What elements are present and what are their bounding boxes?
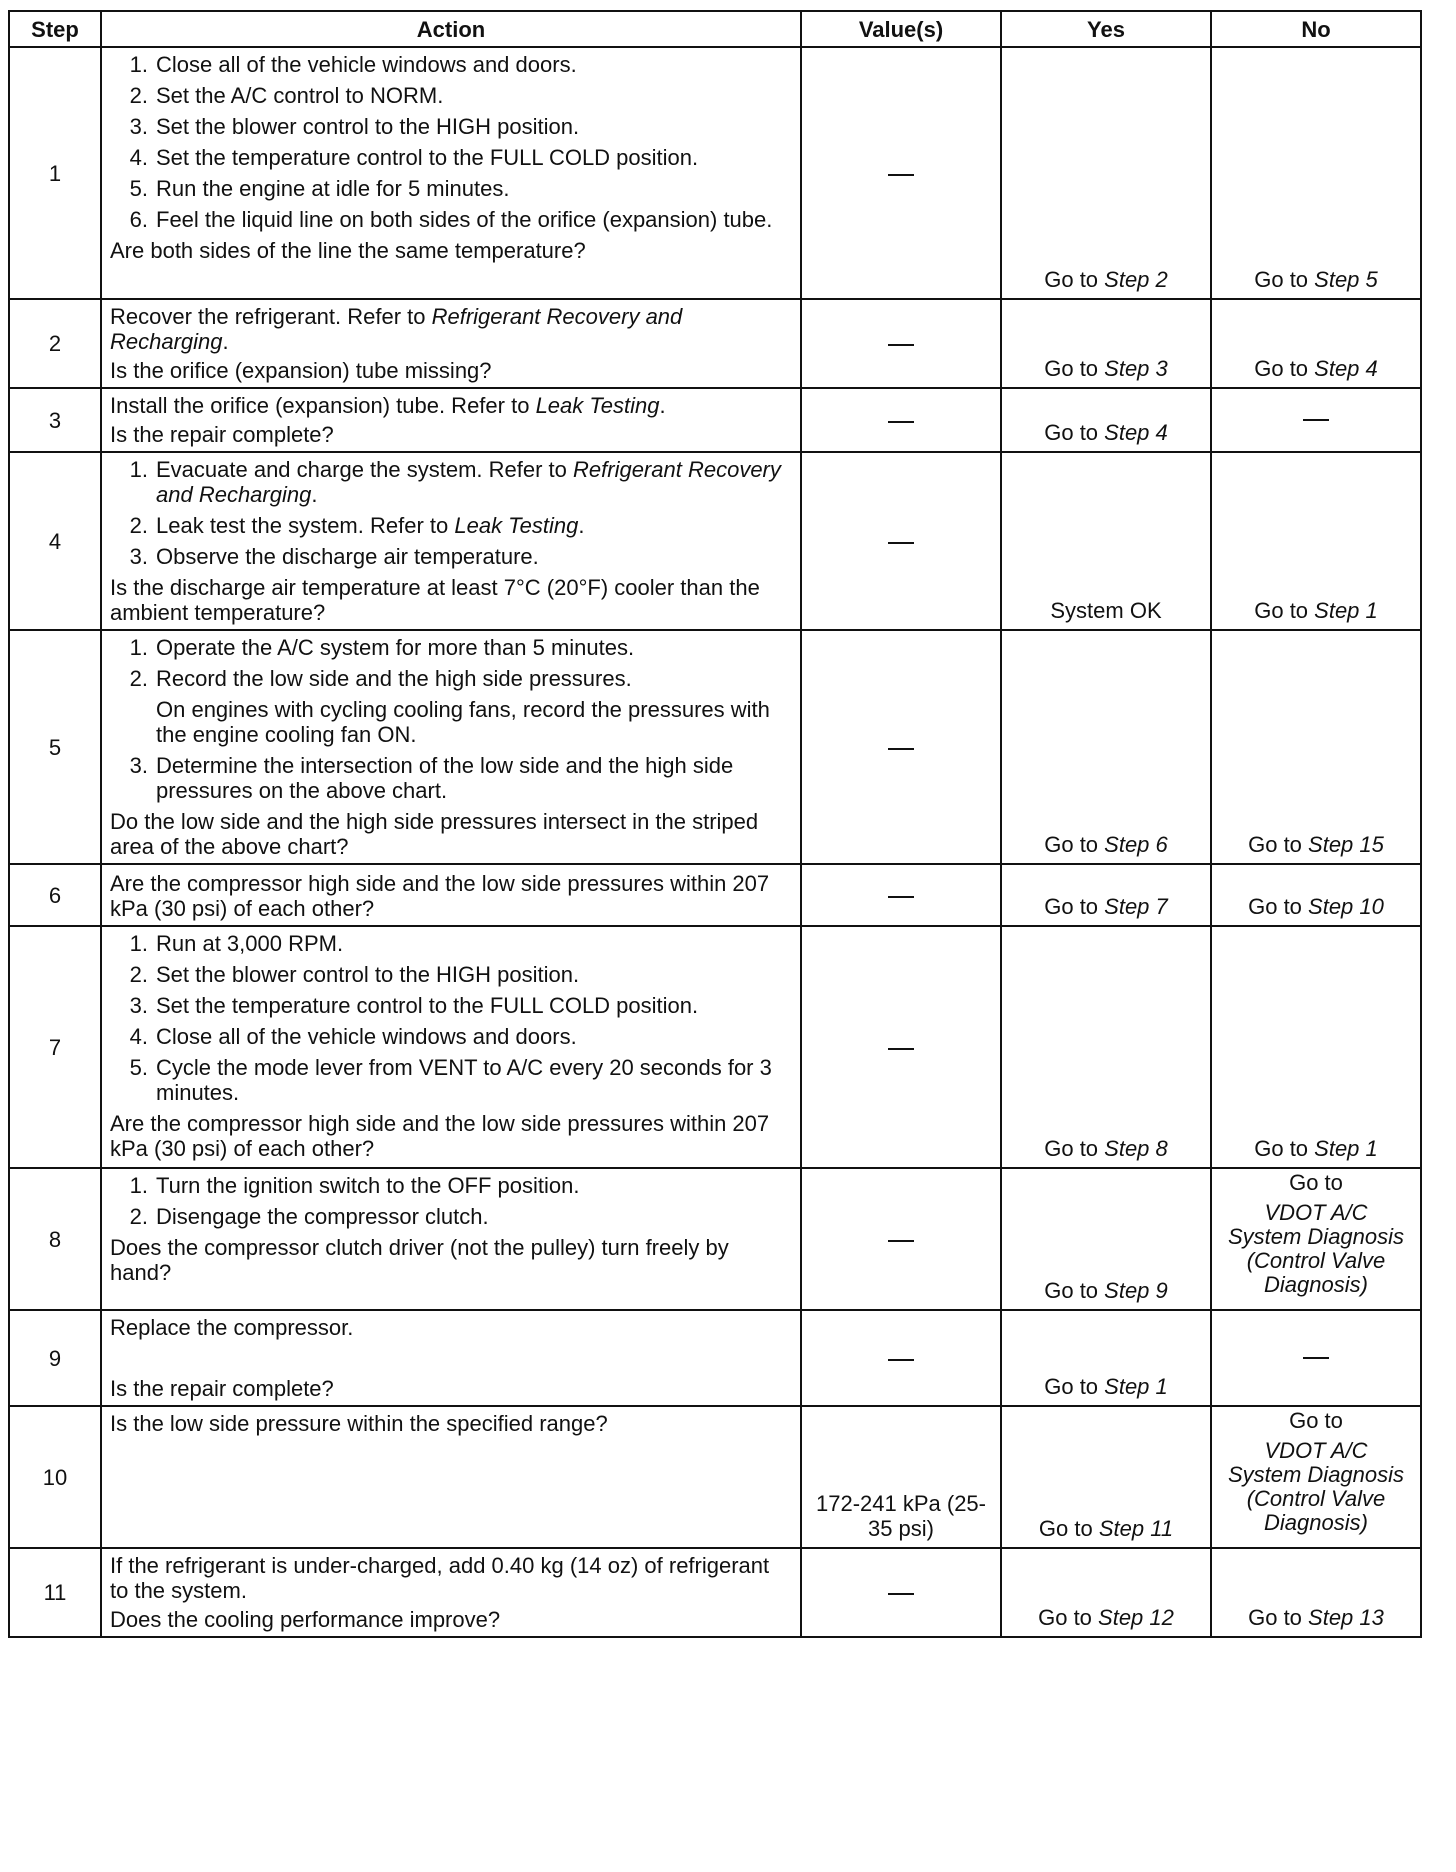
action-step-item	[110, 1024, 792, 1049]
text-segment: Disengage the compressor clutch.	[156, 1204, 489, 1229]
no-cell	[1211, 1310, 1421, 1406]
action-paragraph	[110, 304, 792, 354]
action-cell	[101, 47, 801, 299]
text-segment: Operate the A/C system for more than 5 minutes.	[156, 635, 635, 660]
table-row	[9, 388, 1421, 452]
dash-mark	[888, 421, 914, 423]
action-cell	[101, 1548, 801, 1637]
text-segment: Set the temperature control to the FULL COLD position.	[156, 145, 699, 170]
action-step-text	[156, 1024, 792, 1049]
reference-link-text: Refrigerant Recovery and Recharging	[156, 457, 781, 507]
text-segment: Set the A/C control to NORM.	[156, 83, 444, 108]
step-number: 5	[9, 630, 101, 864]
action-question: Are the compressor high side and the low side pressures within 207 kPa (30 psi) of each other?	[110, 871, 770, 921]
text-segment: Determine the intersection of the low side and the high side pressures on the above chart.	[156, 753, 734, 803]
action-paragraph	[110, 1553, 792, 1603]
action-cell	[101, 864, 801, 926]
header-no: No	[1211, 11, 1421, 47]
action-step-text	[156, 993, 792, 1018]
action-step-number: 6.	[129, 207, 148, 232]
reference-link-text: Leak Testing	[535, 393, 660, 418]
action-steps	[110, 457, 792, 569]
no-cell	[1211, 388, 1421, 452]
yes-cell	[1001, 452, 1211, 630]
result-text: Go to	[1254, 1136, 1315, 1161]
value-cell	[801, 1548, 1001, 1637]
result-text: Go to	[1044, 1374, 1105, 1399]
action-paragraph	[110, 393, 792, 418]
step-number: 3	[9, 388, 101, 452]
header-row	[9, 11, 1421, 47]
step-number: 11	[9, 1548, 101, 1637]
dash-mark	[888, 1359, 914, 1361]
header-values: Value(s)	[801, 11, 1001, 47]
action-step-item	[110, 1204, 792, 1229]
result-step-ref: Step 8	[1104, 1136, 1168, 1161]
value-cell	[801, 630, 1001, 864]
action-step-number: 4.	[129, 1024, 148, 1049]
value-text: 172-241 kPa (25-35 psi)	[816, 1491, 986, 1541]
action-step-text	[156, 114, 792, 139]
result-step-ref: VDOT A/C System Diagnosis (Control Valve Diagnosis)	[1227, 1438, 1405, 1535]
text-segment: Run the engine at idle for 5 minutes.	[156, 176, 510, 201]
result-step-ref: Step 13	[1308, 1605, 1384, 1630]
table-row	[9, 299, 1421, 388]
value-cell	[801, 452, 1001, 630]
dash-mark	[888, 896, 914, 898]
result-text: Go to	[1289, 1170, 1343, 1195]
action-step-text	[156, 52, 792, 77]
action-steps	[110, 1173, 792, 1229]
text-segment: Feel the liquid line on both sides of the orifice (expansion) tube.	[156, 207, 773, 232]
action-cell	[101, 1310, 801, 1406]
action-step-text	[156, 145, 792, 170]
result-step-ref: VDOT A/C System Diagnosis (Control Valve Diagnosis)	[1227, 1200, 1405, 1297]
text-segment: Install the orifice (expansion) tube. Refer to	[110, 393, 536, 418]
yes-cell	[1001, 388, 1211, 452]
result-text: Go to	[1044, 1136, 1105, 1161]
action-step-item	[110, 52, 792, 77]
text-segment: Recover the refrigerant. Refer to	[110, 304, 432, 329]
action-cell	[101, 388, 801, 452]
no-result-block	[1216, 1171, 1416, 1297]
step-number: 1	[9, 47, 101, 299]
text-segment: Set the temperature control to the FULL COLD position.	[156, 993, 699, 1018]
value-cell	[801, 926, 1001, 1168]
action-step-text	[156, 457, 792, 507]
action-step-number: 3.	[129, 114, 148, 139]
result-text: Go to	[1044, 267, 1105, 292]
value-cell	[801, 1168, 1001, 1310]
yes-cell	[1001, 926, 1211, 1168]
step-number: 10	[9, 1406, 101, 1548]
yes-cell	[1001, 1310, 1211, 1406]
result-step-ref: Step 7	[1104, 894, 1168, 919]
result-text: Go to	[1254, 267, 1315, 292]
text-segment: Close all of the vehicle windows and doors.	[156, 1024, 577, 1049]
step-number: 2	[9, 299, 101, 388]
table-body	[9, 47, 1421, 1637]
no-cell	[1211, 1168, 1421, 1310]
value-cell	[801, 47, 1001, 299]
action-cell	[101, 1406, 801, 1548]
text-segment: If the refrigerant is under-charged, add 0.40 kg (14 oz) of refrigerant to the system.	[110, 1553, 770, 1603]
no-result-block	[1216, 1409, 1416, 1535]
yes-cell	[1001, 47, 1211, 299]
table-row	[9, 47, 1421, 299]
action-step-item	[110, 83, 792, 108]
dash-mark	[888, 344, 914, 346]
action-steps	[110, 931, 792, 1105]
text-segment: .	[578, 513, 585, 538]
text-segment: Turn the ignition switch to the OFF position.	[156, 1173, 580, 1198]
dash-mark	[888, 542, 914, 544]
text-segment: Leak test the system. Refer to	[156, 513, 455, 538]
text-segment: Record the low side and the high side pressures.	[156, 666, 632, 691]
yes-cell	[1001, 864, 1211, 926]
yes-cell	[1001, 1168, 1211, 1310]
action-step-item	[110, 1173, 792, 1198]
action-steps	[110, 52, 792, 232]
dash-mark	[1303, 1357, 1329, 1359]
result-text: Go to	[1044, 356, 1105, 381]
action-spacer	[110, 1344, 792, 1374]
text-segment: Replace the compressor.	[110, 1315, 354, 1340]
action-step-number: 2.	[129, 513, 148, 538]
action-step-text	[156, 1173, 792, 1198]
action-step-text	[156, 931, 792, 956]
result-step-ref: Step 1	[1314, 1136, 1378, 1161]
yes-cell	[1001, 1548, 1211, 1637]
table-row	[9, 864, 1421, 926]
action-step-number: 1.	[129, 1173, 148, 1198]
text-segment: Set the blower control to the HIGH position.	[156, 962, 580, 987]
action-step-number: 1.	[129, 457, 148, 482]
text-segment: Set the blower control to the HIGH position.	[156, 114, 580, 139]
result-text: Go to	[1248, 1605, 1309, 1630]
action-question: Is the repair complete?	[110, 422, 334, 447]
action-step-item	[110, 666, 792, 691]
result-step-ref: Step 15	[1308, 832, 1384, 857]
action-step-text	[156, 962, 792, 987]
header-action: Action	[101, 11, 801, 47]
result-step-ref: Step 1	[1104, 1374, 1168, 1399]
result-step-ref: Step 4	[1314, 356, 1378, 381]
text-segment: Close all of the vehicle windows and doors.	[156, 52, 577, 77]
text-segment: Is the low side pressure within the specified range?	[110, 1411, 608, 1436]
value-cell	[801, 299, 1001, 388]
action-question: Is the discharge air temperature at least 7°C (20°F) cooler than the ambient temperature?	[110, 575, 760, 625]
value-cell	[801, 388, 1001, 452]
action-step-number: 1.	[129, 635, 148, 660]
dash-mark	[888, 1240, 914, 1242]
action-step-text	[156, 207, 792, 232]
action-question: Does the compressor clutch driver (not the pulley) turn freely by hand?	[110, 1235, 729, 1285]
table-row	[9, 1168, 1421, 1310]
result-step-ref: Step 6	[1104, 832, 1168, 857]
action-question: Is the orifice (expansion) tube missing?	[110, 358, 492, 383]
action-step-number: 5.	[129, 176, 148, 201]
action-question: Are both sides of the line the same temperature?	[110, 238, 586, 263]
dash-mark	[1303, 419, 1329, 421]
action-step-text	[156, 176, 792, 201]
action-step-item	[110, 697, 792, 747]
action-step-text	[156, 753, 792, 803]
result-text: Go to	[1248, 832, 1309, 857]
yes-cell	[1001, 630, 1211, 864]
result-text: Go to	[1254, 356, 1315, 381]
action-step-item	[110, 544, 792, 569]
reference-link-text: Leak Testing	[454, 513, 579, 538]
action-step-item	[110, 207, 792, 232]
text-segment: Observe the discharge air temperature.	[156, 544, 539, 569]
dash-mark	[888, 748, 914, 750]
result-text: System OK	[1050, 598, 1162, 623]
table-row	[9, 630, 1421, 864]
header-step: Step	[9, 11, 101, 47]
action-cell	[101, 1168, 801, 1310]
yes-cell	[1001, 299, 1211, 388]
action-step-item	[110, 635, 792, 660]
step-number: 6	[9, 864, 101, 926]
action-step-number: 1.	[129, 931, 148, 956]
action-paragraph	[110, 1411, 792, 1436]
action-step-text	[156, 83, 792, 108]
action-cell	[101, 299, 801, 388]
action-step-item	[110, 114, 792, 139]
table-row	[9, 1548, 1421, 1637]
action-step-text	[156, 697, 792, 747]
table-row	[9, 452, 1421, 630]
step-number: 7	[9, 926, 101, 1168]
action-step-text	[156, 666, 792, 691]
text-segment: On engines with cycling cooling fans, record the pressures with the engine cooling fan ON.	[156, 697, 770, 747]
text-segment: .	[222, 329, 229, 354]
dash-mark	[888, 1593, 914, 1595]
yes-cell	[1001, 1406, 1211, 1548]
action-step-text	[156, 1204, 792, 1229]
result-step-ref: Step 2	[1104, 267, 1168, 292]
result-text: Go to	[1038, 1605, 1099, 1630]
text-segment: .	[659, 393, 666, 418]
action-step-number: 3.	[129, 993, 148, 1018]
text-segment: Run at 3,000 RPM.	[156, 931, 344, 956]
action-step-number: 2.	[129, 83, 148, 108]
action-step-item	[110, 962, 792, 987]
value-cell	[801, 1310, 1001, 1406]
action-step-number: 3.	[129, 544, 148, 569]
result-step-ref: Step 11	[1098, 1516, 1174, 1541]
action-step-number: 2.	[129, 666, 148, 691]
action-step-item	[110, 931, 792, 956]
no-cell	[1211, 47, 1421, 299]
result-step-ref: Step 9	[1104, 1278, 1168, 1303]
result-step-ref: Step 10	[1308, 894, 1384, 919]
result-text: Go to	[1044, 420, 1105, 445]
no-cell	[1211, 452, 1421, 630]
action-step-item	[110, 993, 792, 1018]
text-segment: Cycle the mode lever from VENT to A/C every 20 seconds for 3 minutes.	[156, 1055, 772, 1105]
diagnostic-table-page	[8, 10, 1420, 1638]
no-cell	[1211, 299, 1421, 388]
reference-link-text: Refrigerant Recovery and Recharging	[110, 304, 683, 354]
dash-mark	[888, 174, 914, 176]
no-cell	[1211, 1406, 1421, 1548]
table-row	[9, 926, 1421, 1168]
action-cell	[101, 452, 801, 630]
action-step-item	[110, 145, 792, 170]
result-step-ref: Step 12	[1098, 1605, 1174, 1630]
action-step-text	[156, 544, 792, 569]
action-step-item	[110, 1055, 792, 1105]
action-step-text	[156, 635, 792, 660]
result-step-ref: Step 5	[1314, 267, 1378, 292]
action-step-number: 3.	[129, 753, 148, 778]
no-cell	[1211, 926, 1421, 1168]
step-number: 8	[9, 1168, 101, 1310]
step-number: 9	[9, 1310, 101, 1406]
result-text: Go to	[1248, 894, 1309, 919]
action-question: Is the repair complete?	[110, 1376, 334, 1401]
result-step-ref: Step 4	[1104, 420, 1168, 445]
no-cell	[1211, 864, 1421, 926]
header-yes: Yes	[1001, 11, 1211, 47]
text-segment: Evacuate and charge the system. Refer to	[156, 457, 574, 482]
result-text: Go to	[1044, 894, 1105, 919]
result-text: Go to	[1044, 832, 1105, 857]
table-row	[9, 1406, 1421, 1548]
no-cell	[1211, 1548, 1421, 1637]
action-step-item	[110, 457, 792, 507]
action-step-number: 2.	[129, 962, 148, 987]
action-question: Are the compressor high side and the low side pressures within 207 kPa (30 psi) of each other?	[110, 1111, 770, 1161]
action-steps	[110, 635, 792, 803]
action-question: Do the low side and the high side pressures intersect in the striped area of the above chart?	[110, 809, 759, 859]
result-text: Go to	[1038, 1516, 1099, 1541]
result-text: Go to	[1044, 1278, 1105, 1303]
action-step-number: 1.	[129, 52, 148, 77]
action-step-number: 4.	[129, 145, 148, 170]
text-segment: .	[311, 482, 318, 507]
result-text: Go to	[1254, 598, 1315, 623]
step-number: 4	[9, 452, 101, 630]
action-question: Does the cooling performance improve?	[110, 1607, 501, 1632]
action-step-text	[156, 513, 792, 538]
value-cell	[801, 864, 1001, 926]
result-text: Go to	[1289, 1408, 1343, 1433]
action-cell	[101, 926, 801, 1168]
action-step-item	[110, 753, 792, 803]
table-row	[9, 1310, 1421, 1406]
result-step-ref: Step 3	[1104, 356, 1168, 381]
diagnostic-table	[8, 10, 1422, 1638]
action-cell	[101, 630, 801, 864]
result-step-ref: Step 1	[1314, 598, 1378, 623]
no-cell	[1211, 630, 1421, 864]
action-step-text	[156, 1055, 792, 1105]
value-cell	[801, 1406, 1001, 1548]
action-step-item	[110, 513, 792, 538]
action-paragraph	[110, 1315, 792, 1340]
action-step-number: 2.	[129, 1204, 148, 1229]
dash-mark	[888, 1048, 914, 1050]
action-step-number	[110, 697, 156, 747]
action-step-number: 5.	[129, 1055, 148, 1080]
action-step-item	[110, 176, 792, 201]
